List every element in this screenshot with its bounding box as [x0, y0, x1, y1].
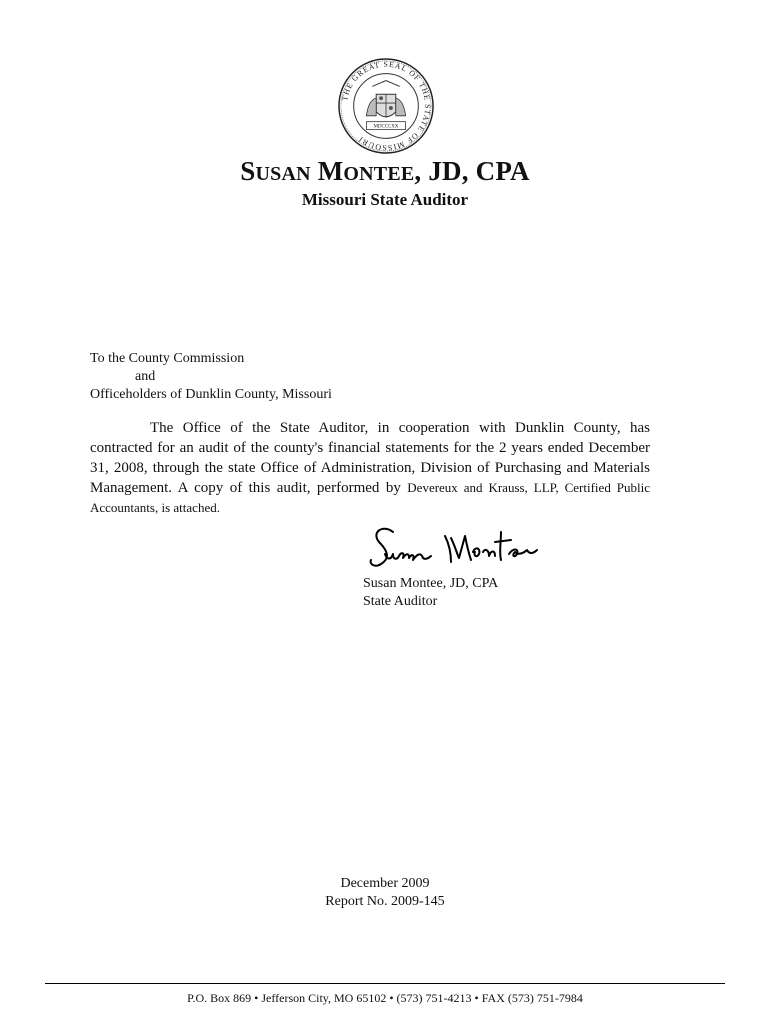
body-text-end: , is attached. — [154, 500, 220, 515]
report-date: December 2009 — [340, 876, 430, 891]
audit-firm-name: Devereux and Krauss, LLP, Certified Public Accountants — [90, 480, 650, 515]
state-seal-logo — [337, 57, 435, 155]
body-paragraph — [90, 418, 650, 518]
report-number: Report No. 2009-145 — [325, 894, 445, 909]
svg-text:THE GREAT SEAL OF THE STATE OF: THE GREAT SEAL OF THE STATE OF MISSOURI — [340, 59, 433, 153]
svg-text:MDCCCXX: MDCCCXX — [373, 124, 399, 130]
letterhead-name: SUSAN MONTEE, JD, CPA — [240, 156, 530, 186]
report-info — [0, 875, 770, 911]
body-text: The Office of the State Auditor, in cooperation with Dunklin County, has contracted for an audit of the county's financial statements for the 2 years ended December 31, 2008, through the state Office of Administration, Division of Purchasing and Materials Management. A copy of this audit, performed by — [90, 420, 650, 496]
footer-divider — [45, 983, 725, 984]
addressee-line: To the County Commission — [90, 351, 245, 366]
letterhead-title: Missouri State Auditor — [301, 190, 469, 209]
signer-name: Susan Montee, JD, CPA — [363, 576, 499, 591]
signer-title: State Auditor — [363, 594, 438, 609]
footer-contact: P.O. Box 869 • Jefferson City, MO 65102 • (573) 751-4213 • FAX (573) 751-7984 — [187, 991, 583, 1005]
addressee-line: Officeholders of Dunklin County, Missouri — [90, 387, 332, 402]
handwritten-signature — [365, 518, 555, 578]
addressee-block — [90, 350, 332, 404]
addressee-line: and — [135, 369, 156, 384]
signature-block — [363, 575, 498, 611]
